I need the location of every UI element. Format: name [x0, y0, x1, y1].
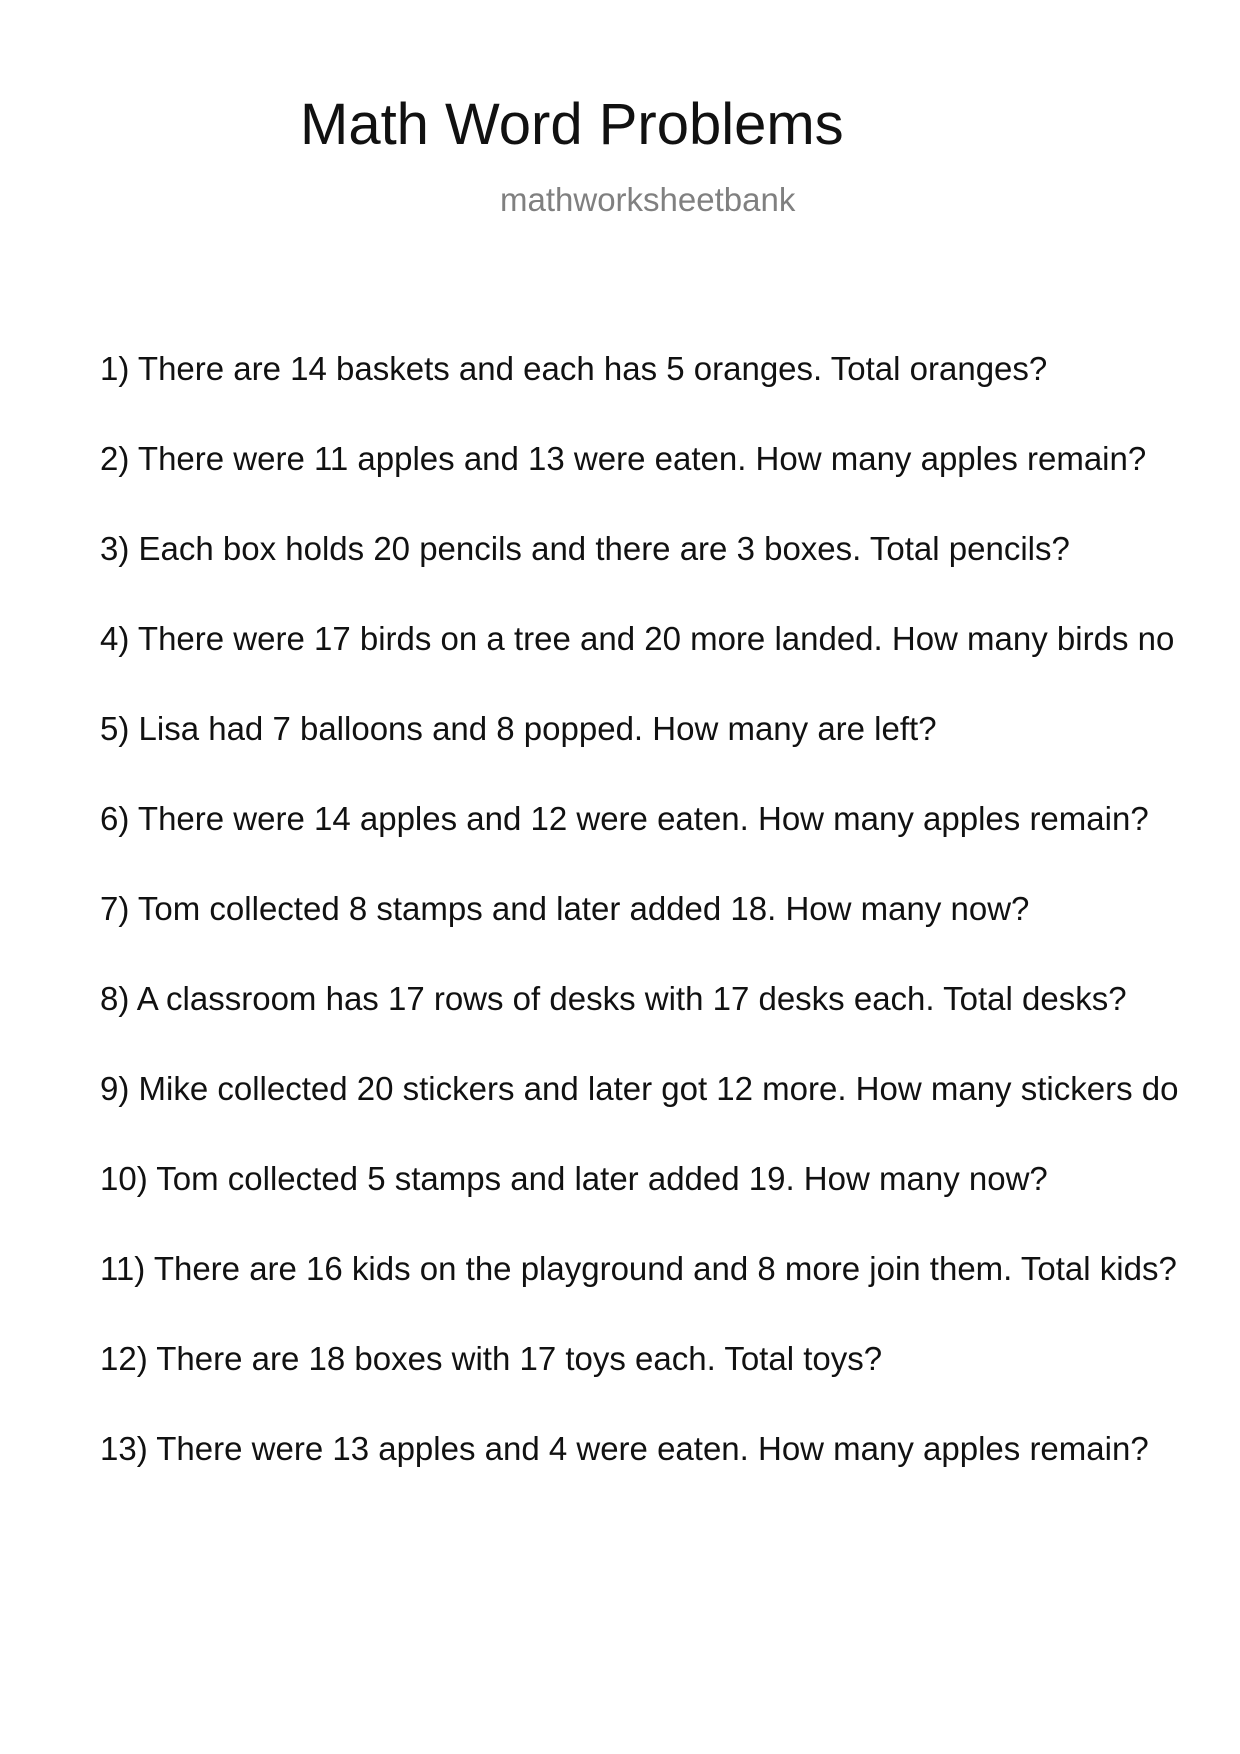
page-subtitle: mathworksheetbank: [500, 181, 796, 218]
problem-item-7: 7) Tom collected 8 stamps and later added 18. How many now?: [100, 890, 1030, 927]
problem-item-4: 4) There were 17 birds on a tree and 20 more landed. How many birds no: [100, 620, 1175, 657]
problem-item-10: 10) Tom collected 5 stamps and later added 19. How many now?: [100, 1160, 1048, 1197]
problem-item-5: 5) Lisa had 7 balloons and 8 popped. How many are left?: [100, 710, 937, 747]
problem-item-9: 9) Mike collected 20 stickers and later got 12 more. How many stickers do: [100, 1070, 1179, 1107]
problem-item-3: 3) Each box holds 20 pencils and there are 3 boxes. Total pencils?: [100, 530, 1070, 567]
problem-item-6: 6) There were 14 apples and 12 were eaten. How many apples remain?: [100, 800, 1149, 837]
page-title: Math Word Problems: [300, 92, 844, 157]
problem-item-12: 12) There are 18 boxes with 17 toys each. Total toys?: [100, 1340, 883, 1377]
problem-item-8: 8) A classroom has 17 rows of desks with 17 desks each. Total desks?: [100, 980, 1127, 1017]
problem-item-11: 11) There are 16 kids on the playground and 8 more join them. Total kids?: [100, 1250, 1177, 1287]
problem-list: [100, 349, 1240, 1519]
problem-item-13: 13) There were 13 apples and 4 were eaten. How many apples remain?: [100, 1430, 1149, 1467]
problem-item-2: 2) There were 11 apples and 13 were eaten. How many apples remain?: [100, 440, 1147, 477]
problem-item-1: 1) There are 14 baskets and each has 5 oranges. Total oranges?: [100, 350, 1048, 387]
